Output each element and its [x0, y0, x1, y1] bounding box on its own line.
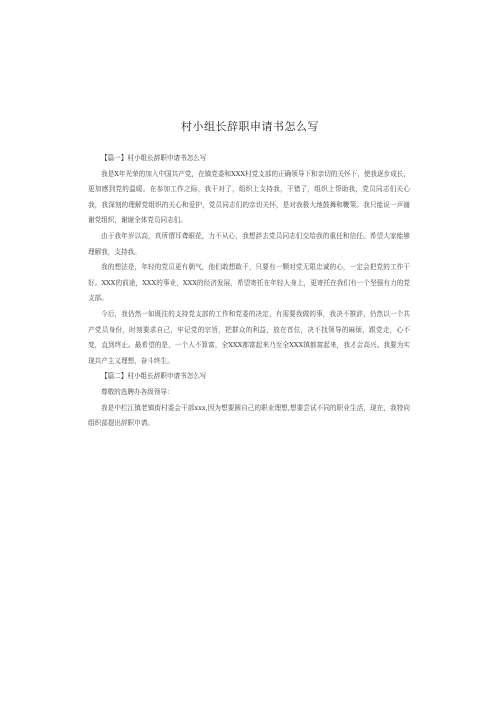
body-paragraph: 我是X年光荣的加入中国共产党，在镇党委和XXX村党支部的正确领导下和亲切的关怀下，使我逐步成长，更加感到党的温暖。在参加工作之际，我干对了，组织上支持我，干错了，组织上帮助我，党员同志们关心我，我深刻的理解党组织的关心和爱护，党员同志们的亲切关怀，是对我极大地鼓舞和鞭策。我只能说一声谢谢党组织，谢谢全体党员同志们。 [88, 169, 410, 225]
section-heading-1: 【篇一】村小组长辞职申请书怎么写 [101, 154, 207, 162]
body-paragraph: 我的想法是，年轻的党员更有朝气，他们敢想敢干，只要有一颗对党无限忠诚的心，一定会把党的工作干好。XXX的前途，XXX的事业，XXX的经济发展，希望寄托在年轻人身上，更寄托在我们有一个坚强有力的党支部。 [88, 263, 410, 303]
body-paragraph: 我是中栏江镇老镇街村委会干部xxx,因为想要圆自己的职业理想,想要尝试不同的职业生活，现在，我特向组织部提出辞职申请。 [88, 403, 410, 428]
document-title: 村小组长辞职申请书怎么写 [181, 120, 319, 133]
section-heading-2: 【篇二】村小组长辞职申请书怎么写 [101, 372, 207, 381]
body-paragraph: 今后，我仍然一如既往的支持党支部的工作和党委的决定，有需要我做的事，我决不推辞，仍然以一个共产党员身份，时刻要求自己，牢记党的宗旨，把群众的利益，放在首位，决不找领导的麻烦，跟党走，心不变，直到终止。最希望的是，一个人不算富，全XXX都富起来乃至全XXX镇都富起来，我才会高兴。我要为实现共产主义理想，奋斗终生。 [88, 309, 410, 365]
document-body [88, 151, 410, 432]
body-paragraph: 由于我年岁以高，真所谓耳聋眼花，力不从心，我想辞去党员同志们交给我的重任和信任。希望大家能够理解我，支持我。 [88, 231, 410, 256]
salutation: 尊敬的选聘办各级领导： [101, 387, 174, 396]
